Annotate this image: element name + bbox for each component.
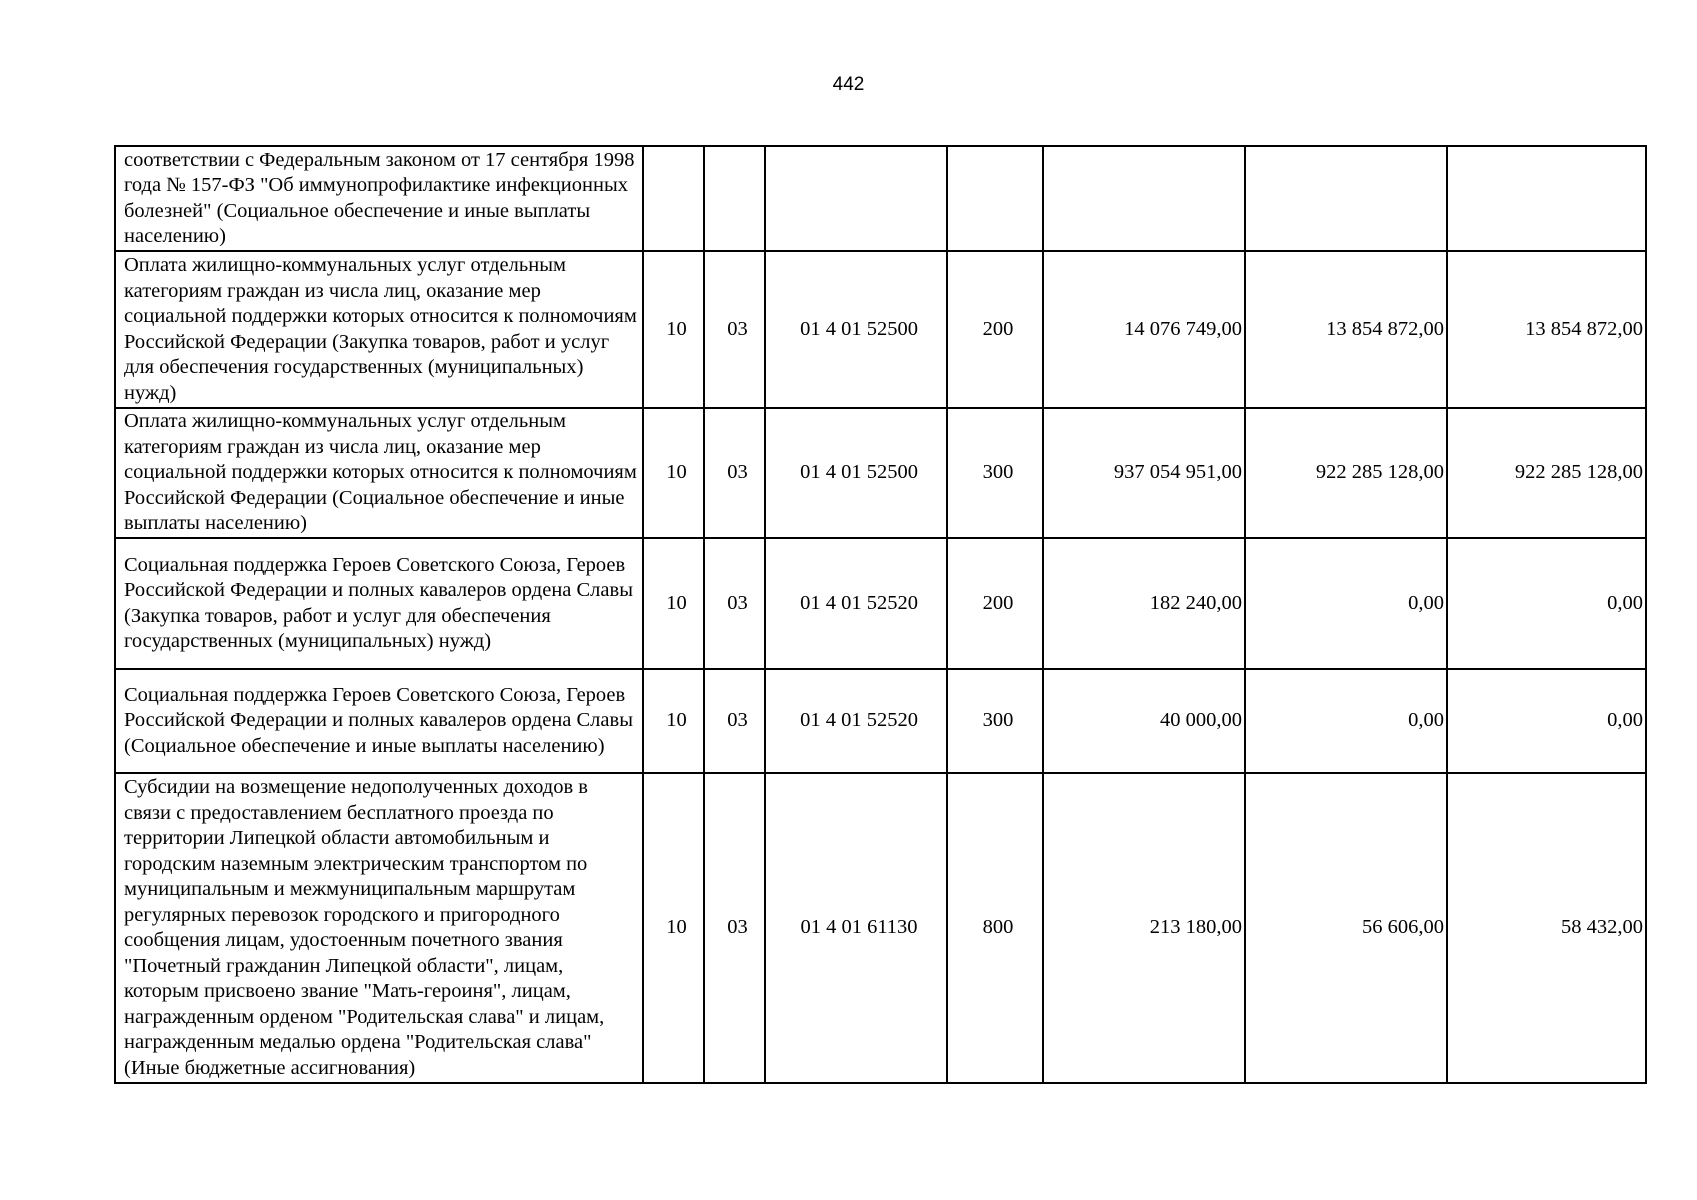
row-amount-year1: 182 240,00 — [1043, 538, 1245, 669]
row-description: Оплата жилищно-коммунальных услуг отдельным категориям граждан из числа лиц, оказание мер социальной поддержки которых относится к полномочиям Российской Федерации (Закупка товаров, работ и услуг для обеспечения государственных (муниципальных) нужд) — [115, 251, 643, 408]
row-expense-type: 300 — [947, 669, 1043, 773]
table-row — [115, 251, 1646, 408]
row-section: 10 — [643, 408, 704, 538]
row-target-article: 01 4 01 61130 — [765, 773, 947, 1083]
row-subsection: 03 — [704, 538, 765, 669]
row-amount-year1: 40 000,00 — [1043, 669, 1245, 773]
row-expense-type: 800 — [947, 773, 1043, 1083]
row-expense-type: 200 — [947, 251, 1043, 408]
row-target-article: 01 4 01 52520 — [765, 669, 947, 773]
row-description: соответствии с Федеральным законом от 17 сентября 1998 года № 157-ФЗ "Об иммунопрофилактике инфекционных болезней" (Социальное обеспечение и иные выплаты населению) — [115, 146, 643, 251]
row-amount-year3: 0,00 — [1447, 669, 1646, 773]
row-expense-type: 300 — [947, 408, 1043, 538]
row-description: Социальная поддержка Героев Советского Союза, Героев Российской Федерации и полных кавалеров ордена Славы (Закупка товаров, работ и услуг для обеспечения государственных (муниципальных) нужд) — [115, 538, 643, 669]
row-amount-year3: 58 432,00 — [1447, 773, 1646, 1083]
row-amount-year2: 56 606,00 — [1245, 773, 1447, 1083]
table-row — [115, 669, 1646, 773]
row-amount-year2 — [1245, 146, 1447, 251]
table-row — [115, 408, 1646, 538]
row-description: Социальная поддержка Героев Советского Союза, Героев Российской Федерации и полных кавалеров ордена Славы (Социальное обеспечение и иные выплаты населению) — [115, 669, 643, 773]
row-description: Оплата жилищно-коммунальных услуг отдельным категориям граждан из числа лиц, оказание мер социальной поддержки которых относится к полномочиям Российской Федерации (Социальное обеспечение и иные выплаты населению) — [115, 408, 643, 538]
row-subsection — [704, 146, 765, 251]
row-section: 10 — [643, 538, 704, 669]
table-row — [115, 146, 1646, 251]
row-subsection: 03 — [704, 669, 765, 773]
row-section: 10 — [643, 669, 704, 773]
row-amount-year2: 0,00 — [1245, 538, 1447, 669]
row-amount-year3: 13 854 872,00 — [1447, 251, 1646, 408]
row-amount-year3: 0,00 — [1447, 538, 1646, 669]
row-subsection: 03 — [704, 773, 765, 1083]
row-subsection: 03 — [704, 408, 765, 538]
table-row — [115, 773, 1646, 1083]
row-subsection: 03 — [704, 251, 765, 408]
row-expense-type: 200 — [947, 538, 1043, 669]
row-amount-year2: 13 854 872,00 — [1245, 251, 1447, 408]
row-target-article — [765, 146, 947, 251]
row-amount-year3 — [1447, 146, 1646, 251]
row-target-article: 01 4 01 52500 — [765, 408, 947, 538]
row-section — [643, 146, 704, 251]
row-amount-year1 — [1043, 146, 1245, 251]
row-target-article: 01 4 01 52500 — [765, 251, 947, 408]
row-amount-year3: 922 285 128,00 — [1447, 408, 1646, 538]
row-target-article: 01 4 01 52520 — [765, 538, 947, 669]
row-description: Субсидии на возмещение недополученных доходов в связи с предоставлением бесплатного проезда по территории Липецкой области автомобильным и городским наземным электрическим транспортом по муниципальным и межмуниципальным маршрутам регулярных перевозок городского и пригородного сообщения лицам, удостоенным почетного звания "Почетный гражданин Липецкой области", лицам, которым присвоено звание "Мать-героиня", лицам, награжденным орденом "Родительская слава" и лицам, награжденным медалью ордена "Родительская слава" (Иные бюджетные ассигнования) — [115, 773, 643, 1083]
row-amount-year1: 937 054 951,00 — [1043, 408, 1245, 538]
row-amount-year2: 922 285 128,00 — [1245, 408, 1447, 538]
page-number: 442 — [832, 74, 865, 95]
row-amount-year1: 14 076 749,00 — [1043, 251, 1245, 408]
row-amount-year1: 213 180,00 — [1043, 773, 1245, 1083]
row-expense-type — [947, 146, 1043, 251]
row-section: 10 — [643, 773, 704, 1083]
budget-table — [114, 145, 1647, 1084]
row-section: 10 — [643, 251, 704, 408]
table-row — [115, 538, 1646, 669]
row-amount-year2: 0,00 — [1245, 669, 1447, 773]
